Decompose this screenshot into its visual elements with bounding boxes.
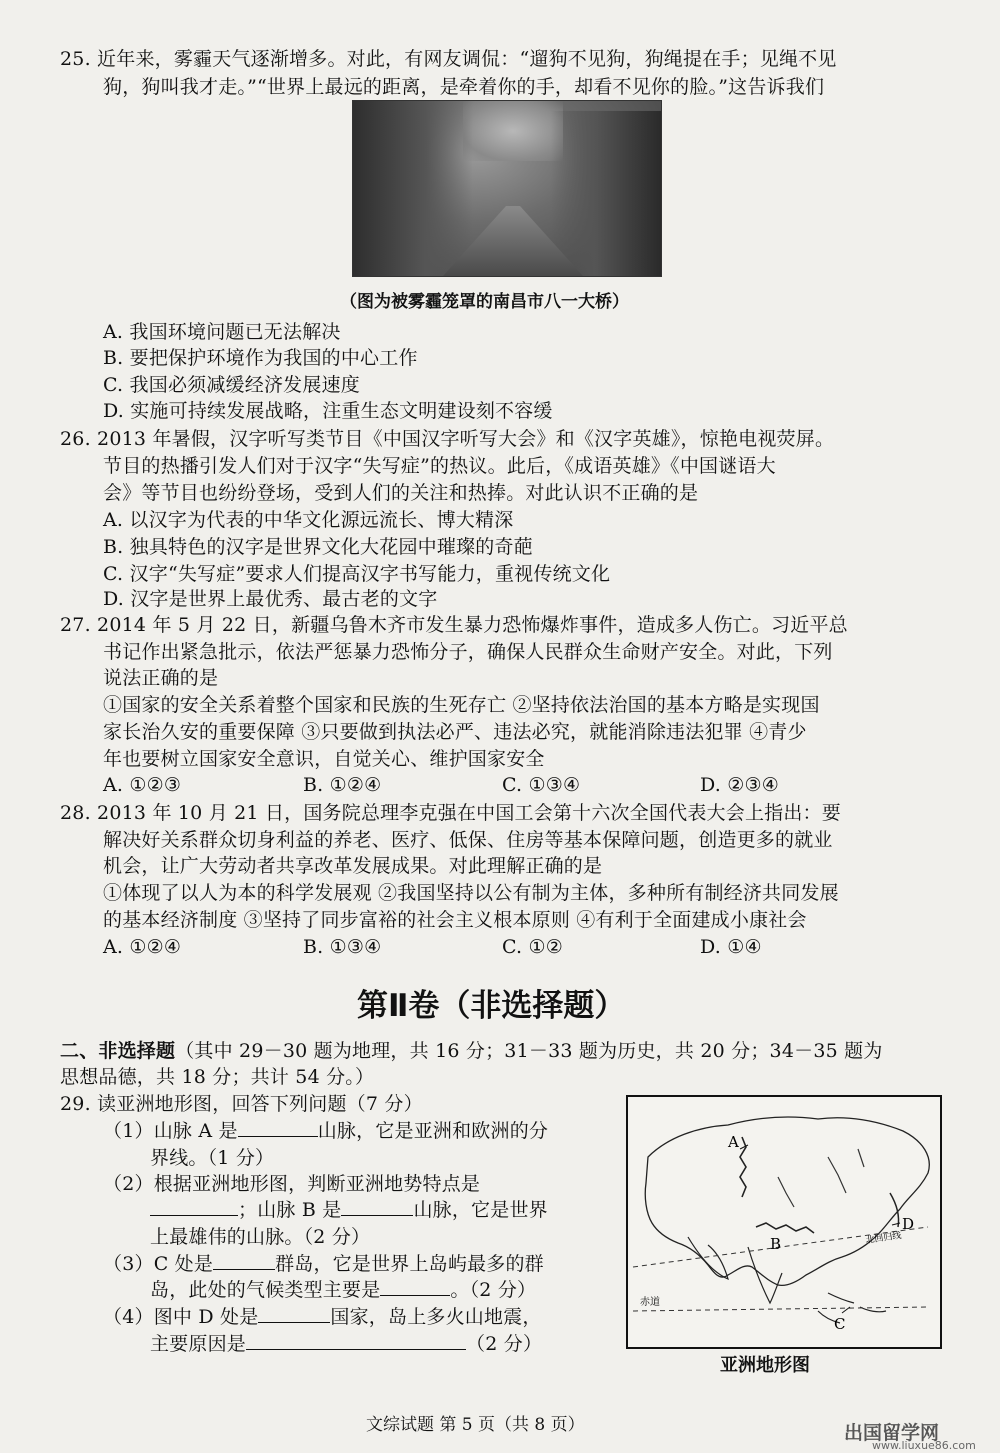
map-label-d: D: [902, 1215, 915, 1233]
q26-option-c: C. 汉字“失写症”要求人们提高汉字书写能力，重视传统文化: [103, 563, 611, 585]
map-label-b: B: [770, 1235, 782, 1253]
map-label-a: A: [728, 1133, 739, 1151]
q29-sub3-prefix: （3）C 处是: [103, 1253, 214, 1275]
map-caption: 亚洲地形图: [720, 1355, 810, 1376]
q27-statement-line1: ①国家的安全关系着整个国家和民族的生死存亡 ②坚持依法治国的基本方略是实现国: [103, 694, 820, 716]
q27-stem-line2: 书记作出紧急批示，依法严惩暴力恐怖分子，确保人民群众生命财产安全。对此，下列: [103, 641, 833, 663]
part2-intro-line2: 思想品德，共 18 分；共计 54 分。）: [60, 1066, 375, 1088]
q25-stem-line2: 狗，狗叫我才走。”“世界上最远的距离，是牵着你的手，却看不见你的脸。”这告诉我们: [103, 76, 825, 98]
smog-bridge-photo: [352, 100, 662, 277]
q29-sub4-prefix2: 主要原因是: [150, 1333, 247, 1355]
asia-map-drawing: [628, 1097, 940, 1347]
q26-option-d: D. 汉字是世界上最优秀、最古老的文字: [103, 588, 438, 610]
q25-option-d: D. 实施可持续发展战略，注重生态文明建设刻不容缓: [103, 400, 553, 422]
q29-sub4-suffix2: （2 分）: [466, 1333, 543, 1355]
q28-option-d: D. ①④: [700, 936, 762, 958]
q29-sub1-suffix: 山脉，它是亚洲和欧洲的分: [317, 1120, 549, 1142]
q27-option-b: B. ①②④: [303, 774, 382, 796]
map-label-equator: 赤道: [640, 1297, 660, 1308]
q27-stem-line1: 27. 2014 年 5 月 22 日，新疆乌鲁木齐市发生暴力恐怖爆炸事件，造成多人伤亡。习近平总: [60, 614, 848, 636]
q29-sub3-prefix2: 岛，此处的气候类型主要是: [150, 1279, 381, 1301]
asia-terrain-map: [626, 1095, 942, 1349]
part2-lead: 二、非选择题: [60, 1040, 176, 1062]
q26-stem-line1: 26. 2013 年暑假，汉字听写类节目《中国汉字听写大会》和《汉字英雄》，惊艳电视荧屏。: [60, 428, 835, 450]
q29-blank-6[interactable]: [258, 1304, 330, 1323]
q29-sub4-line1: [103, 1304, 542, 1330]
q28-option-c: C. ①②: [502, 936, 564, 958]
section-ii-title: 第Ⅱ卷（非选择题）: [357, 988, 626, 1024]
q29-sub2-mid: ；山脉 B 是: [238, 1199, 342, 1221]
q27-stem-line3: 说法正确的是: [103, 667, 219, 689]
q28-option-b: B. ①③④: [303, 936, 382, 958]
q26-option-a: A. 以汉字为代表的中华文化源远流长、博大精深: [103, 509, 514, 531]
q28-stem-line1: 28. 2013 年 10 月 21 日，国务院总理李克强在中国工会第十六次全国代表大会上指出：要: [60, 802, 841, 824]
q26-stem-line2: 节目的热播引发人们对于汉字“失写症”的热议。此后，《成语英雄》《中国谜语大: [103, 455, 776, 477]
q29-blank-7[interactable]: [246, 1331, 466, 1350]
q27-option-d: D. ②③④: [700, 774, 779, 796]
q29-sub1-line1: [103, 1118, 548, 1144]
q29-sub2-line1: （2）根据亚洲地形图，判断亚洲地势特点是: [103, 1173, 481, 1195]
q29-title: 29. 读亚洲地形图，回答下列问题（7 分）: [60, 1093, 423, 1115]
q29-sub3-suffix: 群岛，它是世界上岛屿最多的群: [275, 1253, 544, 1275]
q29-sub2-line2: [150, 1197, 548, 1223]
q26-option-b: B. 独具特色的汉字是世界文化大花园中璀璨的奇葩: [103, 536, 533, 558]
q28-statement-line1: ①体现了以人为本的科学发展观 ②我国坚持以公有制为主体，多种所有制经济共同发展: [103, 882, 839, 904]
q29-sub3-line1: [103, 1251, 544, 1277]
q25-option-c: C. 我国必须减缓经济发展速度: [103, 374, 360, 396]
q25-stem-line1: 25. 近年来，雾霾天气逐渐增多。对此，有网友调侃：“遛狗不见狗，狗绳提在手；见绳不见: [60, 48, 837, 70]
q29-sub3-suffix2: 。（2 分）: [450, 1279, 537, 1301]
q29-blank-5[interactable]: [380, 1277, 450, 1296]
q29-blank-1[interactable]: [238, 1118, 318, 1137]
q29-blank-2[interactable]: [150, 1197, 238, 1216]
site-watermark-url: www.liuxue86.com: [872, 1439, 976, 1452]
part2-intro-line1: [60, 1038, 883, 1064]
q25-option-b: B. 要把保护环境作为我国的中心工作: [103, 347, 418, 369]
q29-sub4-prefix: （4）图中 D 处是: [103, 1306, 259, 1328]
q28-option-a: A. ①②④: [103, 936, 182, 958]
map-label-tropic: 北回归线: [865, 1231, 903, 1246]
q29-sub4-line2: [150, 1331, 542, 1357]
q28-stem-line2: 解决好关系群众切身利益的养老、医疗、低保、住房等基本保障问题，创造更多的就业: [103, 829, 833, 851]
q27-statement-line2: 家长治久安的重要保障 ③只要做到执法必严、违法必究，就能消除违法犯罪 ④青少: [103, 721, 807, 743]
q29-sub3-line2: [150, 1277, 536, 1303]
q29-sub4-suffix: 国家，岛上多火山地震，: [330, 1306, 542, 1328]
q27-option-c: C. ①③④: [502, 774, 581, 796]
q29-blank-4[interactable]: [213, 1251, 275, 1270]
page-footer: 文综试题 第 5 页（共 8 页）: [366, 1415, 585, 1435]
q29-blank-3[interactable]: [341, 1197, 413, 1216]
q29-sub2-suffix: 山脉，它是世界: [413, 1199, 548, 1221]
photo-caption: （图为被雾霾笼罩的南昌市八一大桥）: [340, 292, 629, 312]
map-label-c: C: [834, 1315, 846, 1333]
q25-option-a: A. 我国环境问题已无法解决: [103, 321, 341, 343]
q29-sub1-prefix: （1）山脉 A 是: [103, 1120, 238, 1142]
part2-intro-text: （其中 29－30 题为地理，共 16 分；31－33 题为历史，共 20 分；34－35 题为: [175, 1040, 883, 1062]
q29-sub1-line2: 界线。（1 分）: [150, 1147, 275, 1169]
q28-stem-line3: 机会，让广大劳动者共享改革发展成果。对此理解正确的是: [103, 855, 603, 877]
q27-statement-line3: 年也要树立国家安全意识，自觉关心、维护国家安全: [103, 748, 545, 770]
site-watermark: 出国留学网: [844, 1422, 940, 1444]
q29-sub2-line3: 上最雄伟的山脉。（2 分）: [150, 1226, 371, 1248]
q28-statement-line2: 的基本经济制度 ③坚持了同步富裕的社会主义根本原则 ④有利于全面建成小康社会: [103, 909, 807, 931]
q27-option-a: A. ①②③: [103, 774, 182, 796]
q26-stem-line3: 会》等节目也纷纷登场，受到人们的关注和热捧。对此认识不正确的是: [103, 482, 699, 504]
